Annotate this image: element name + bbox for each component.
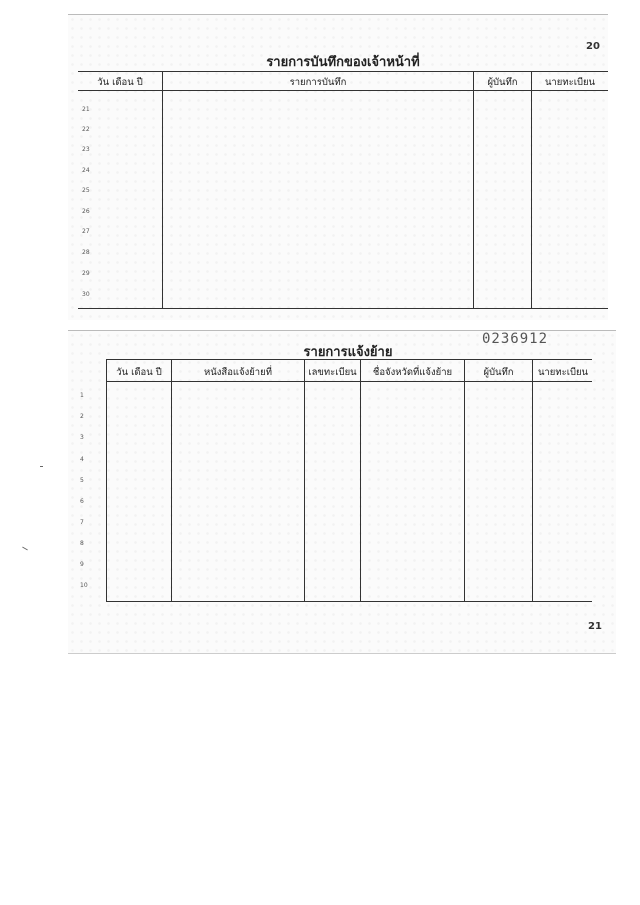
- column-divider: [106, 359, 107, 601]
- row-number: 2: [80, 413, 84, 420]
- row-number: 26: [82, 208, 90, 215]
- row-number: 8: [80, 540, 84, 547]
- column-header-recorder: ผู้บันทึก: [487, 77, 518, 88]
- row-number: 22: [82, 126, 90, 133]
- row-number: 9: [80, 561, 84, 568]
- table-top-border: [106, 359, 592, 360]
- scan-speck: [40, 466, 43, 467]
- officer-records-page: [68, 14, 608, 320]
- row-number: 25: [82, 187, 90, 194]
- column-divider: [531, 71, 532, 308]
- row-number: 5: [80, 477, 84, 484]
- column-divider: [171, 359, 172, 601]
- row-number: 28: [82, 249, 90, 256]
- row-number: 23: [82, 146, 90, 153]
- page-title: รายการบันทึกของเจ้าหน้าที่: [266, 55, 420, 70]
- column-divider: [304, 359, 305, 601]
- column-header-registrar: นายทะเบียน: [537, 367, 589, 378]
- row-number: 27: [82, 228, 90, 235]
- column-header-registrar: นายทะเบียน: [544, 77, 596, 88]
- header-bottom-border: [78, 90, 608, 91]
- page-number: 20: [586, 41, 600, 52]
- header-bottom-border: [106, 381, 592, 382]
- column-divider: [464, 359, 465, 601]
- row-number: 21: [82, 106, 90, 113]
- row-number: 4: [80, 456, 84, 463]
- column-header-date: วัน เดือน ปี: [97, 77, 143, 88]
- column-divider: [473, 71, 474, 308]
- column-header-record: รายการบันทึก: [289, 77, 347, 88]
- column-divider: [360, 359, 361, 601]
- column-divider: [162, 71, 163, 308]
- relocation-records-page: [68, 330, 616, 654]
- row-number: 3: [80, 434, 84, 441]
- row-number: 24: [82, 167, 90, 174]
- row-number: 30: [82, 291, 90, 298]
- row-number: 6: [80, 498, 84, 505]
- column-divider: [532, 359, 533, 601]
- scan-speck: [22, 547, 28, 551]
- column-header-recorder: ผู้บันทึก: [483, 367, 514, 378]
- table-bottom-border: [78, 308, 608, 309]
- page-number: 21: [588, 621, 602, 632]
- row-number: 10: [80, 582, 88, 589]
- column-header-province: ชื่อจังหวัดที่แจ้งย้าย: [372, 367, 453, 378]
- row-number: 7: [80, 519, 84, 526]
- column-header-notice-letter: หนังสือแจ้งย้ายที่: [204, 367, 272, 378]
- serial-number: 0236912: [482, 331, 549, 347]
- table-top-border: [78, 71, 608, 72]
- row-number: 29: [82, 270, 90, 277]
- page-title: รายการแจ้งย้าย: [303, 345, 393, 360]
- column-header-registration-number: เลขทะเบียน: [308, 367, 357, 378]
- row-number: 1: [80, 392, 84, 399]
- table-bottom-border: [106, 601, 592, 602]
- column-header-date: วัน เดือน ปี: [116, 367, 162, 378]
